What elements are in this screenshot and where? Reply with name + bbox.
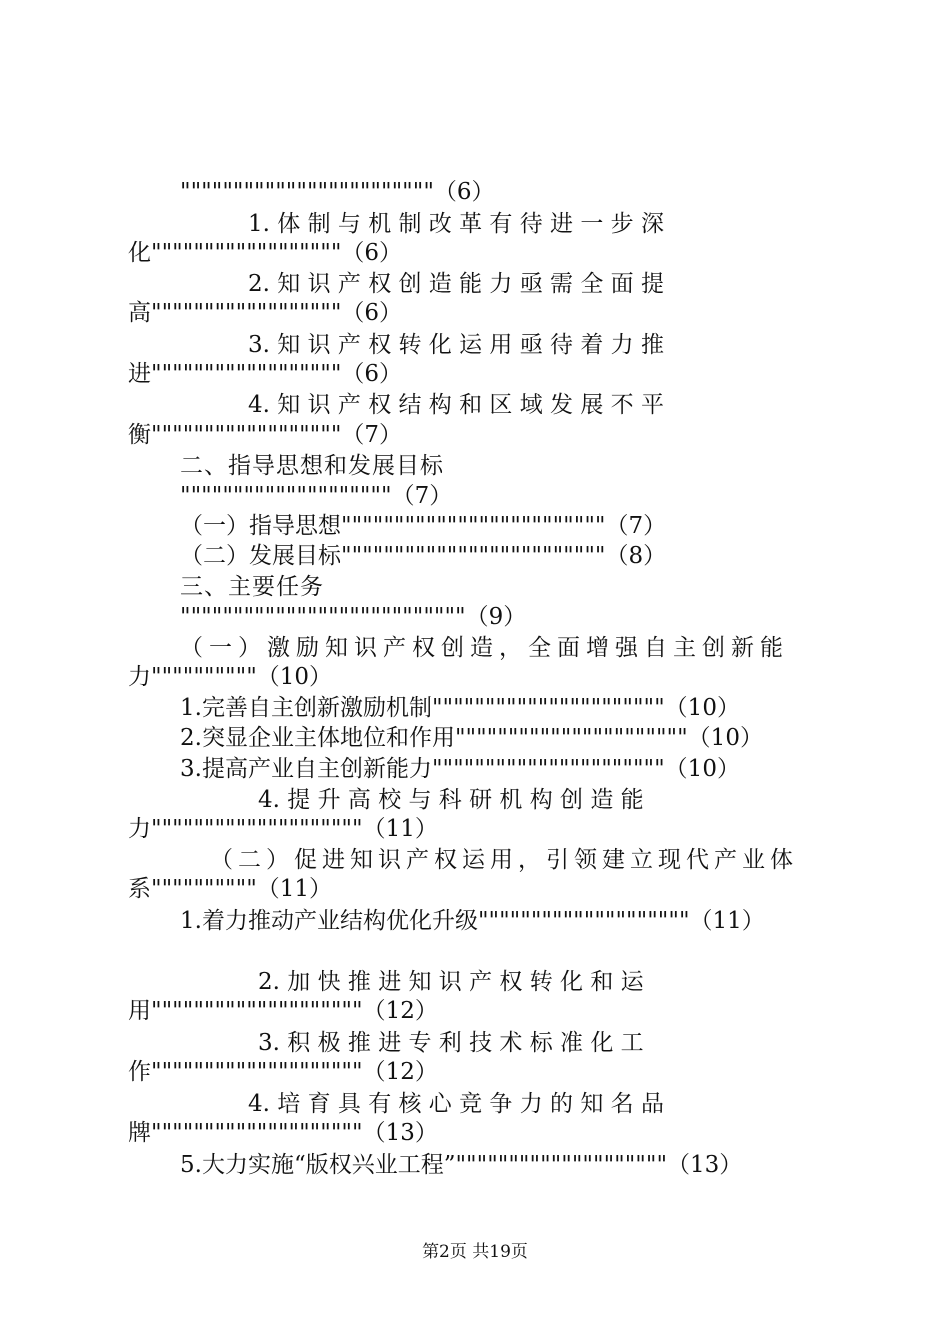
toc-line-continuation: """"""""""""""""""""""""（6） [180,179,495,205]
toc-task-2-2: 2. 加 快 推 进 知 识 产 权 转 化 和 运 [258,969,644,995]
toc-task-2-5: 5.大力实施“版权兴业工程”""""""""""""""""""""（13） [180,1152,743,1178]
toc-task-2-4: 4. 培 育 具 有 核 心 竞 争 力 的 知 名 品 [248,1091,664,1117]
toc-subsection-3-2-cont: 系""""""""""（11） [128,876,333,902]
section-heading-3-cont: """""""""""""""""""""""""""（9） [180,604,527,630]
toc-task-1-4-cont: 力""""""""""""""""""""（11） [128,816,438,842]
toc-item-1-cont: 化""""""""""""""""""（6） [128,240,403,266]
toc-subsection-2-1: （一）指导思想"""""""""""""""""""""""""（7） [180,513,667,539]
toc-item-4: 4. 知 识 产 权 结 构 和 区 域 发 展 不 平 [248,392,664,418]
toc-task-1-2: 2.突显企业主体地位和作用""""""""""""""""""""""（10） [180,725,763,751]
toc-task-2-4-cont: 牌""""""""""""""""""""（13） [128,1120,438,1146]
toc-task-2-2-cont: 用""""""""""""""""""""（12） [128,998,438,1024]
toc-task-2-1: 1.着力推动产业结构优化升级""""""""""""""""""""（11） [180,908,765,934]
toc-item-2-cont: 高""""""""""""""""""（6） [128,300,403,326]
toc-subsection-3-1: （一）激励知识产权创造，全面增强自主创新能 [180,635,789,661]
toc-task-1-1: 1.完善自主创新激励机制""""""""""""""""""""""（10） [180,695,740,721]
toc-task-2-3: 3. 积 极 推 进 专 利 技 术 标 准 化 工 [258,1030,644,1056]
toc-item-1: 1. 体 制 与 机 制 改 革 有 待 进 一 步 深 [248,211,664,237]
toc-task-1-3: 3.提高产业自主创新能力""""""""""""""""""""""（10） [180,756,740,782]
section-heading-3: 三、主要任务 [180,574,324,600]
toc-task-1-4: 4. 提 升 高 校 与 科 研 机 构 创 造 能 [258,787,644,813]
toc-item-3-cont: 进""""""""""""""""""（6） [128,361,403,387]
toc-subsection-3-2: （二）促进知识产权运用，引领建立现代产业体 [210,847,798,873]
toc-subsection-2-2: （二）发展目标"""""""""""""""""""""""""（8） [180,543,667,569]
toc-subsection-3-1-cont: 力""""""""""（10） [128,664,333,690]
section-heading-2-cont: """"""""""""""""""""（7） [180,483,453,509]
section-heading-2: 二、指导思想和发展目标 [180,453,444,479]
toc-item-4-cont: 衡""""""""""""""""""（7） [128,422,403,448]
toc-task-2-3-cont: 作""""""""""""""""""""（12） [128,1059,438,1085]
page-number-footer: 第2页 共19页 [422,1242,528,1262]
toc-item-3: 3. 知 识 产 权 转 化 运 用 亟 待 着 力 推 [248,332,664,358]
toc-item-2: 2. 知 识 产 权 创 造 能 力 亟 需 全 面 提 [248,271,664,297]
